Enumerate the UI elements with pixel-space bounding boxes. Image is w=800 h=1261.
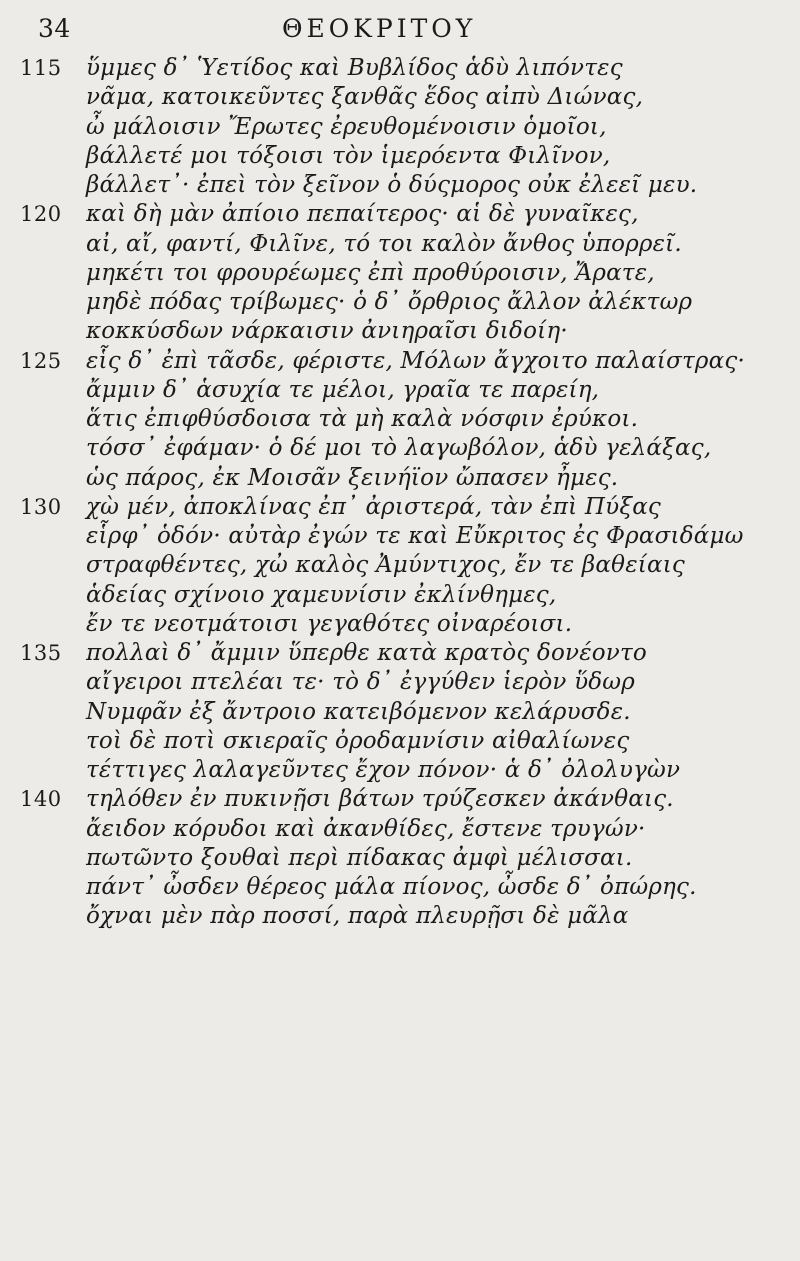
verse-line [0, 113, 800, 142]
verse-line [0, 493, 800, 522]
verse-line [0, 464, 800, 493]
verse-text: αἰ, αἴ, φαντί, Φιλῖνε, τό τοι καλὸν ἄνθος ὑπορρεῖ. [86, 230, 682, 257]
line-number: 120 [20, 202, 62, 227]
verse-line [0, 142, 800, 171]
verse-text: ἁδείας σχίνοιο χαμευνίσιν ἐκλίνθημες, [86, 581, 557, 608]
verse-text: χὼ μέν, ἀποκλίνας ἐπ᾽ ἀριστερά, τὰν ἐπὶ Πύξας [86, 493, 662, 520]
verse-line [0, 522, 800, 551]
verse-line [0, 288, 800, 317]
verse-text: κοκκύσδων νάρκαισιν ἀνιηραῖσι διδοίη· [86, 318, 568, 345]
verse-text: Νυμφᾶν ἐξ ἄντροιο κατειβόμενον κελάρυσδε. [86, 698, 631, 725]
verse-line [0, 405, 800, 434]
verse-line [0, 376, 800, 405]
verse-line [0, 317, 800, 346]
verse-text: αἴγειροι πτελέαι τε· τὸ δ᾽ ἐγγύθεν ἱερὸν ὕδωρ [86, 669, 635, 696]
verse-text: τόσσ᾽ ἐφάμαν· ὁ δέ μοι τὸ λαγωβόλον, ἁδὺ γελάξας, [86, 435, 712, 462]
verse-line [0, 200, 800, 229]
verse-text: τέττιγες λαλαγεῦντες ἔχον πόνον· ἁ δ᾽ ὀλολυγὼν [86, 757, 681, 783]
verse-text: ἅτις ἐπιφθύσδοισα τὰ μὴ καλὰ νόσφιν ἐρύκοι. [86, 406, 639, 432]
verse-line [0, 610, 800, 639]
line-number: 115 [20, 56, 62, 80]
verse-text: βάλλετέ μοι τόξοισι τὸν ἱμερόεντα Φιλῖνον, [86, 142, 611, 169]
verse-line [0, 815, 800, 844]
running-title: ΘΕΟΚΡΙΤΟΥ [282, 14, 477, 43]
verse-text: στραφθέντες, χὠ καλὸς Ἀμύντιχος, ἔν τε βαθείαις [86, 552, 685, 579]
line-number: 125 [20, 348, 62, 373]
verse-text: ἄειδον κόρυδοι καὶ ἀκανθίδες, ἔστενε τρυγών· [86, 815, 646, 842]
line-number: 140 [20, 787, 62, 812]
verse-text: τοὶ δὲ ποτὶ σκιεραῖς ὀροδαμνίσιν αἰθαλίωνες [86, 727, 630, 754]
verse-line [0, 581, 800, 610]
line-number: 135 [20, 641, 62, 665]
verse-text: καὶ δὴ μὰν ἀπίοιο πεπαίτερος· αἱ δὲ γυναῖκες, [86, 201, 639, 228]
verse-text: βάλλετ᾽· ἐπεὶ τὸν ξεῖνον ὁ δύςμορος οὐκ ἐλεεῖ μευ. [86, 172, 698, 198]
verse-line [0, 639, 800, 668]
verse-text: ὕμμες δ᾽ Ὑετίδος καὶ Βυβλίδος ἁδὺ λιπόντες [86, 55, 623, 81]
verse-text: ὦ μάλοισιν Ἔρωτες ἐρευθομένοισιν ὁμοῖοι, [86, 113, 607, 140]
verse-text: ὡς πάρος, ἐκ Μοισᾶν ξεινήϊον ὤπασεν ἦμες. [86, 464, 619, 491]
verse-line [0, 785, 800, 814]
verse-line [0, 668, 800, 697]
verse-text: μηδὲ πόδας τρίβωμες· ὁ δ᾽ ὄρθριος ἄλλον ἀλέκτωρ [86, 289, 693, 315]
verse-line [0, 171, 800, 200]
verse-line [0, 54, 800, 83]
verse-text: ἔν τε νεοτμάτοισι γεγαθότες οἰναρέοισι. [86, 610, 573, 637]
verse-line [0, 756, 800, 785]
verse-text: μηκέτι τοι φρουρέωμες ἐπὶ προθύροισιν, Ἄρατε, [86, 259, 655, 286]
verse-line [0, 844, 800, 873]
verse-line [0, 434, 800, 463]
verse-text: ἄμμιν δ᾽ ἁσυχία τε μέλοι, γραῖα τε παρείη, [86, 376, 600, 403]
page-number: 34 [38, 14, 71, 43]
verse-line [0, 347, 800, 376]
verse-line [0, 230, 800, 259]
verse-block [0, 54, 800, 932]
verse-line [0, 698, 800, 727]
verse-line [0, 902, 800, 931]
verse-text: πολλαὶ δ᾽ ἄμμιν ὕπερθε κατὰ κρατὸς δονέοντο [86, 640, 647, 666]
verse-line [0, 259, 800, 288]
verse-text: ὄχναι μὲν πὰρ ποσσί, παρὰ πλευρῇσι δὲ μᾶλα [86, 903, 629, 930]
verse-line [0, 727, 800, 756]
verse-line [0, 551, 800, 580]
verse-line [0, 83, 800, 112]
verse-line [0, 873, 800, 902]
verse-text: πάντ᾽ ὦσδεν θέρεος μάλα πίονος, ὦσδε δ᾽ ὀπώρης. [86, 874, 697, 900]
verse-text: εἷς δ᾽ ἐπὶ τᾶσδε, φέριστε, Μόλων ἄγχοιτο παλαίστρας· [86, 347, 745, 374]
verse-text: πωτῶντο ξουθαὶ περὶ πίδακας ἀμφὶ μέλισσαι. [86, 844, 633, 871]
verse-text: τηλόθεν ἐν πυκινῇσι βάτων τρύζεσκεν ἀκάνθαις. [86, 786, 674, 813]
verse-text: νᾶμα, κατοικεῦντες ξανθᾶς ἕδος αἰπὺ Διώνας, [86, 84, 644, 111]
verse-text: εἷρφ᾽ ὁδόν· αὐτὰρ ἐγών τε καὶ Εὔκριτος ἐς Φρασιδάμω [86, 523, 744, 549]
line-number: 130 [20, 494, 62, 519]
